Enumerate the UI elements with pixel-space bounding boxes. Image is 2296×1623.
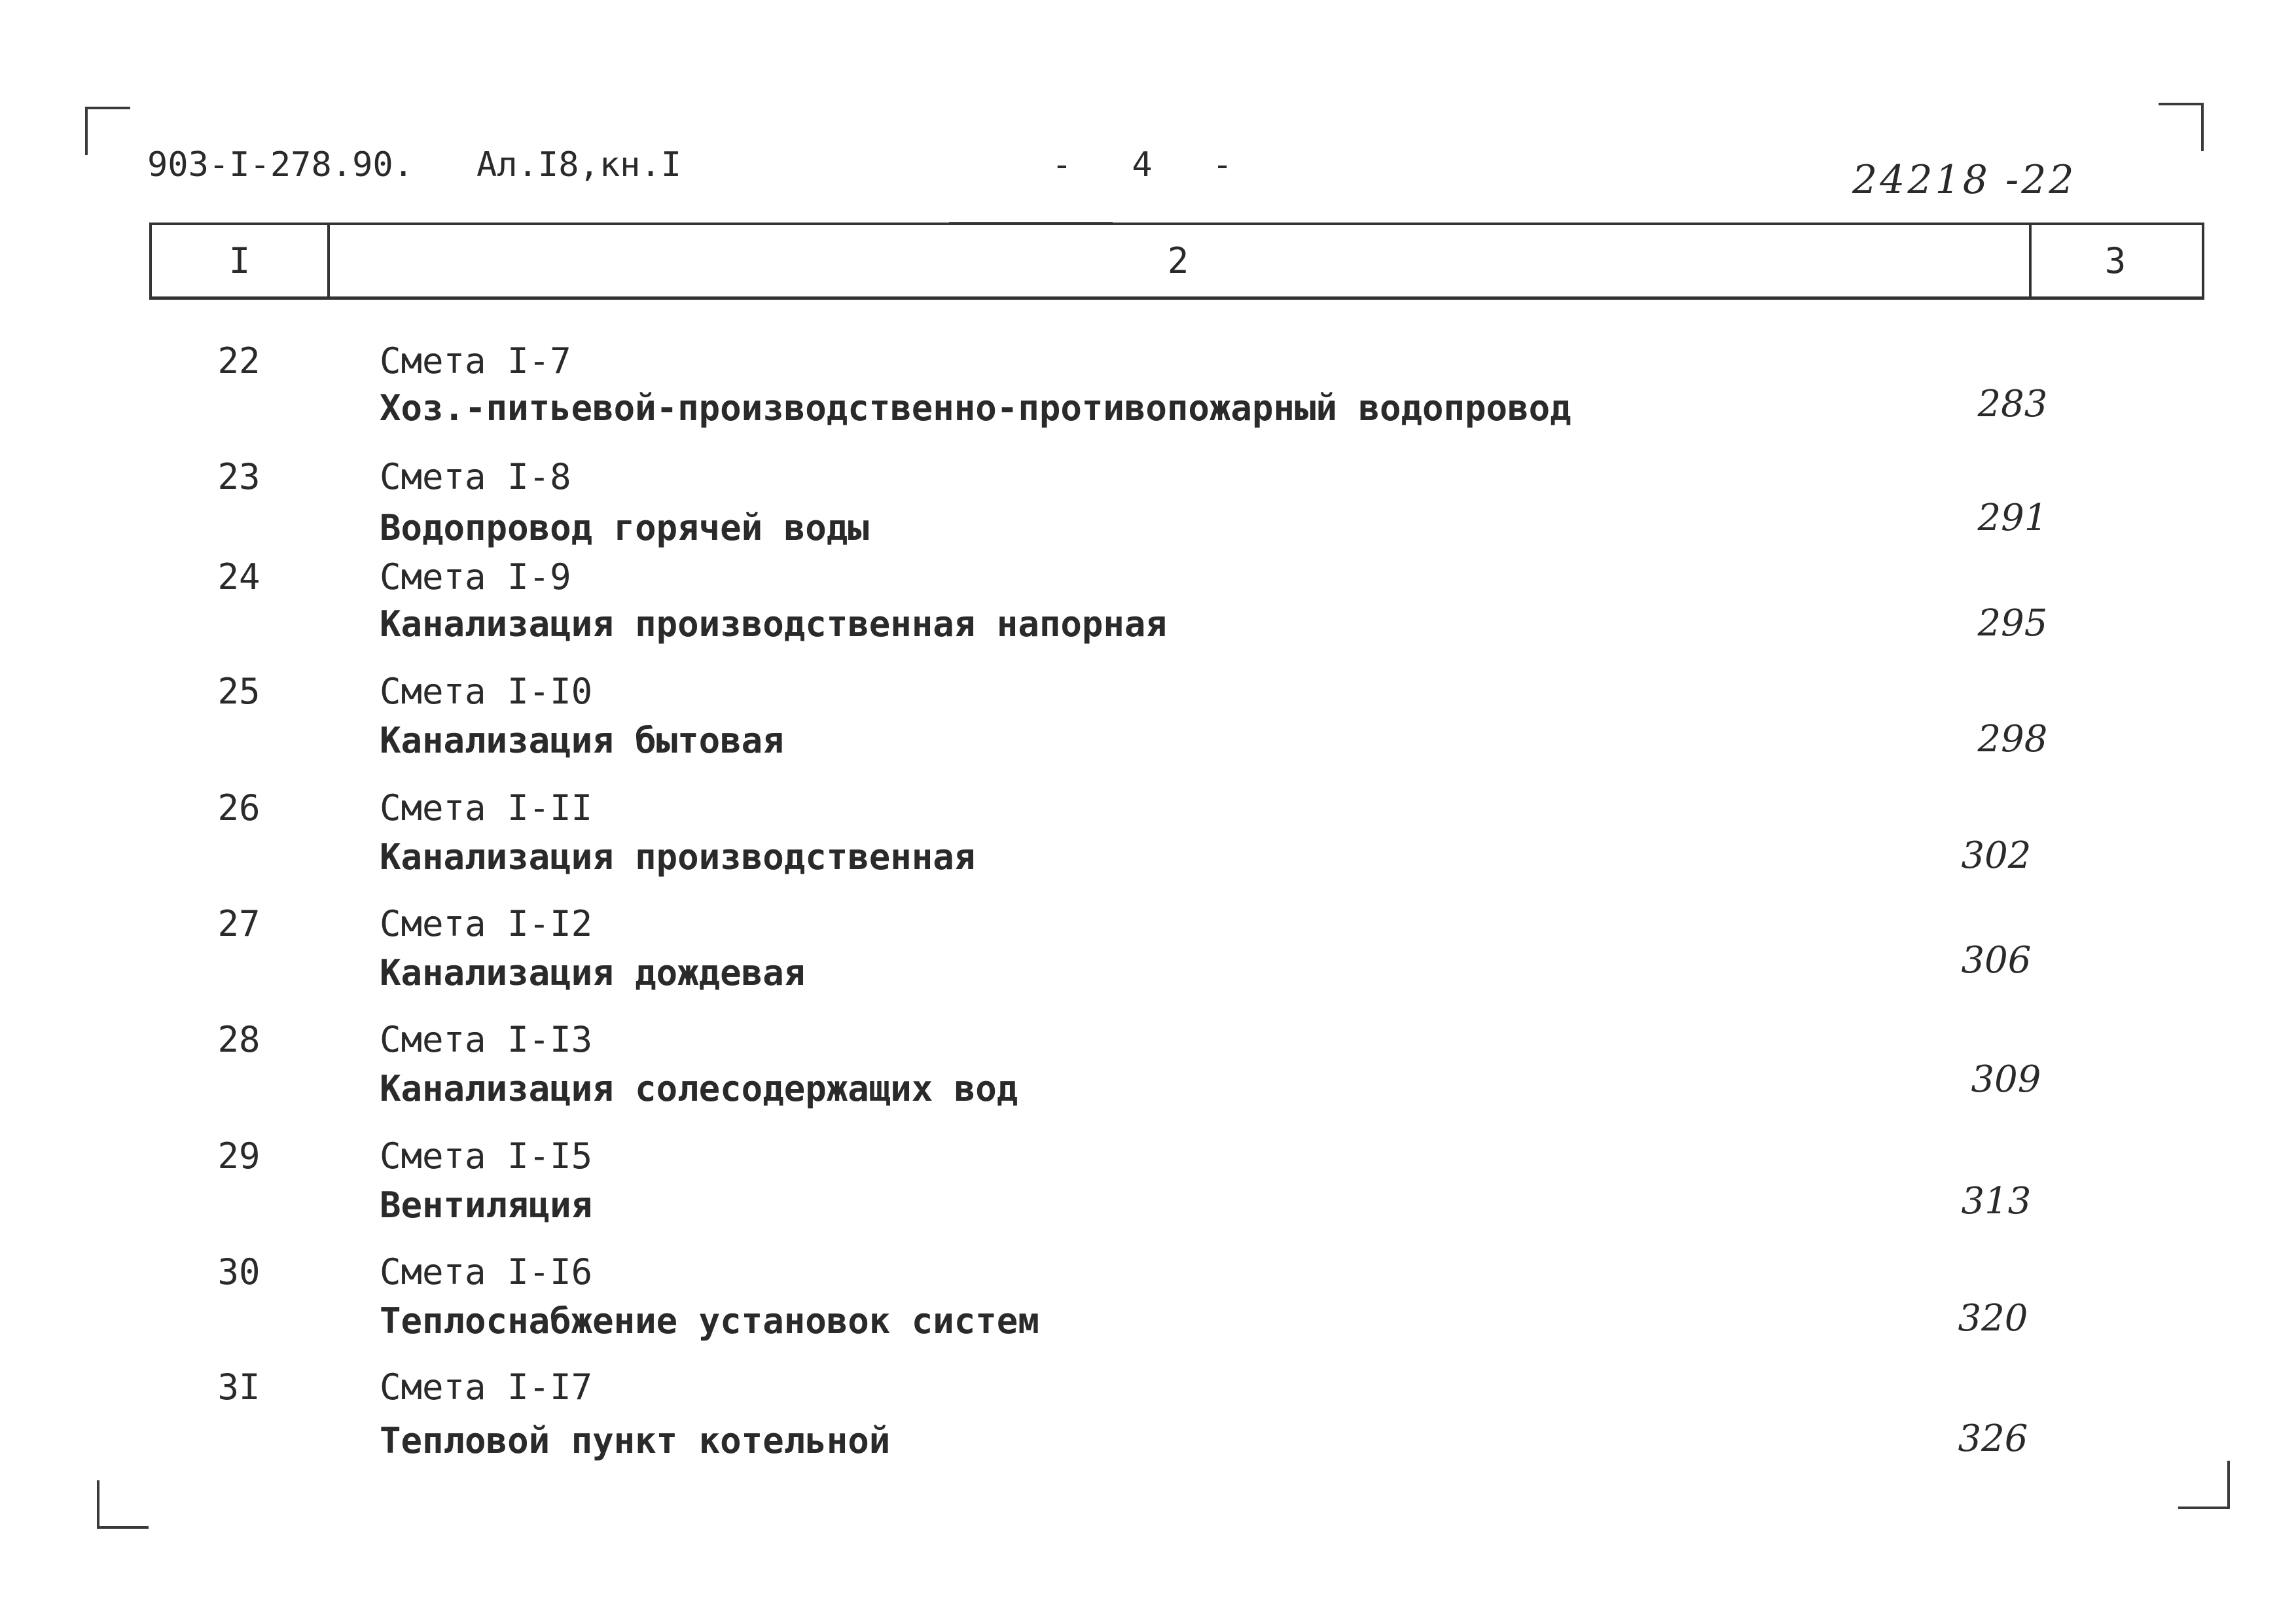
entry-number: 22 [217,340,260,382]
entry-description: Теплоснабжение установок систем [380,1300,1039,1342]
entry-page: 326 [1958,1418,2028,1460]
inventory-number: 24218 -22 [1852,157,2077,203]
corner-mark-bottom-left [97,1480,149,1529]
entry-page: 313 [1961,1180,2032,1222]
entry-description: Канализация дождевая [380,952,806,993]
entry-description: Тепловой пункт котельной [380,1420,891,1461]
entry-description: Канализация производственная напорная [380,603,1167,645]
list-item [0,1135,2296,1234]
entry-description: Канализация производственная [380,836,976,878]
entry-page: 306 [1961,939,2032,982]
entry-title: Смета I-I2 [380,903,593,944]
corner-mark-bottom-right [2178,1461,2230,1509]
list-item [0,456,2296,554]
column-header-1: I [152,225,330,296]
corner-mark-top-right [2159,103,2204,151]
entry-page: 291 [1977,497,2048,539]
list-item [0,1251,2296,1349]
entry-title: Смета I-I5 [380,1135,593,1177]
entry-number: 28 [217,1019,260,1060]
entry-number: 24 [217,556,260,597]
entry-page: 283 [1977,383,2048,425]
list-item [0,1019,2296,1117]
entry-title: Смета I-I0 [380,671,593,712]
entry-title: Смета I-9 [380,556,571,597]
list-item [0,903,2296,1001]
entry-number: 26 [217,787,260,829]
list-item [0,1366,2296,1465]
list-item [0,556,2296,654]
album-reference: Ал.I8,кн.I [476,145,682,185]
column-header-3: 3 [2104,240,2126,281]
entry-title: Смета I-I6 [380,1251,593,1293]
document-code: 903-I-278.90. [147,145,414,185]
entry-title: Смета I-8 [380,456,571,497]
entry-number: 29 [217,1135,260,1177]
entry-number: 23 [217,456,260,497]
entry-title: Смета I-I7 [380,1366,593,1408]
entry-number: 27 [217,903,260,944]
entry-number: 3I [217,1366,260,1408]
column-header-2: 2 [327,225,2032,296]
entry-title: Смета I-7 [380,340,571,382]
entry-page: 295 [1977,602,2048,645]
entry-page: 302 [1961,834,2032,877]
entry-page: 298 [1977,718,2048,760]
entry-description: Водопровод горячей воды [380,507,869,548]
entry-page: 309 [1971,1058,2041,1101]
entry-title: Смета I-I3 [380,1019,593,1060]
entry-number: 25 [217,671,260,712]
entry-title: Смета I-II [380,787,593,829]
column-header-table [149,223,2204,300]
corner-mark-top-left [85,107,130,155]
entry-page: 320 [1958,1297,2028,1340]
list-item [0,340,2296,438]
entry-number: 30 [217,1251,260,1293]
entry-description: Канализация бытовая [380,720,784,761]
page-number: - 4 - [1051,145,1253,185]
entry-description: Канализация солесодержащих вод [380,1068,1018,1109]
entry-description: Хоз.-питьевой-производственно-противопожарный водопровод [380,387,1571,429]
list-item [0,787,2296,885]
entry-description: Вентиляция [380,1185,593,1226]
list-item [0,671,2296,769]
